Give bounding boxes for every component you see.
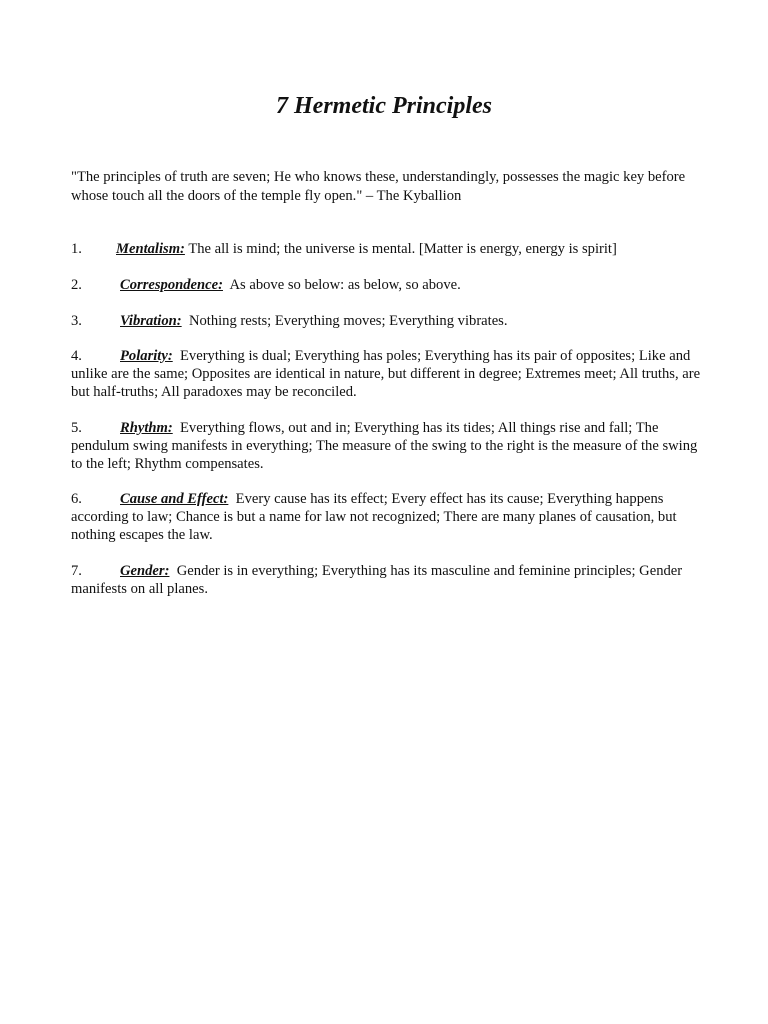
- principle-text: Everything is dual; Everything has poles; Everything has its pair of opposites; Like and unlike are the same; Opposites are identical in nature, but different in degree; Extremes meet; All truths, are but half-truths; All paradoxes may be reconciled.: [71, 348, 701, 400]
- principle-number: 1.: [71, 241, 82, 257]
- principle-number: 6.: [71, 491, 82, 507]
- principle-number: 7.: [71, 563, 82, 579]
- principle-text: Gender is in everything; Everything has its masculine and feminine principles; Gender manifests on all planes.: [71, 563, 683, 597]
- principle-number: 3.: [71, 313, 82, 329]
- principle-text: As above so below: as below, so above.: [229, 277, 461, 293]
- principle-text: The all is mind; the universe is mental. [Matter is energy, energy is spirit]: [188, 241, 617, 257]
- principle-number: 5.: [71, 420, 82, 436]
- principle-item-gender: [71, 562, 701, 598]
- principle-number: 4.: [71, 348, 82, 364]
- principle-item-correspondence: [71, 276, 701, 294]
- principle-name: Correspondence:: [120, 277, 223, 293]
- principle-item-rhythm: [71, 419, 701, 473]
- principle-text: Nothing rests; Everything moves; Everything vibrates.: [188, 313, 508, 329]
- principle-item-mentalism: [71, 240, 701, 258]
- principle-name: Cause and Effect:: [120, 491, 229, 507]
- document-title: 7 Hermetic Principles: [276, 93, 492, 119]
- principle-text: Every cause has its effect; Every effect has its cause; Everything happens according to law; Chance is but a name for law not recognized; There are many planes of causation, but nothing escapes the law.: [71, 491, 677, 543]
- principle-name: Rhythm:: [120, 420, 173, 436]
- principle-item-cause-and-effect: [71, 490, 701, 544]
- principle-name: Polarity:: [120, 348, 173, 364]
- principle-text: Everything flows, out and in; Everything has its tides; All things rise and fall; The pendulum swing manifests in everything; The measure of the swing to the right is the measure of the swing to the left; Rhythm compensates.: [71, 420, 698, 472]
- principle-name: Mentalism:: [116, 241, 185, 257]
- principle-name: Gender:: [120, 563, 170, 579]
- principle-number: 2.: [71, 277, 82, 293]
- principle-item-polarity: [71, 347, 701, 401]
- principle-name: Vibration:: [120, 313, 182, 329]
- kybalion-quote: "The principles of truth are seven; He who knows these, understandingly, possesses the magic key before whose touch all the doors of the temple fly open." – The Kyballion: [71, 169, 686, 204]
- principle-item-vibration: [71, 312, 701, 330]
